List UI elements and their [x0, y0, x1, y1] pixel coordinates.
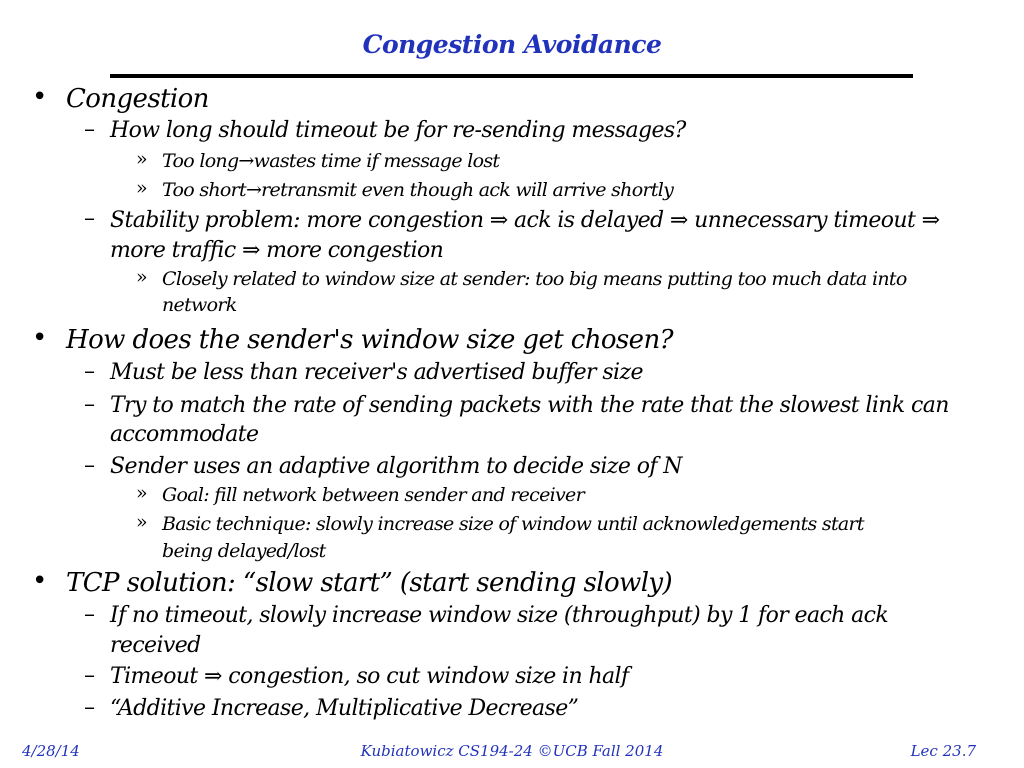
sub-bullet-no-timeout-line2: received — [110, 633, 201, 658]
sub-bullet-no-timeout-line1: If no timeout, slowly increase window size (throughput) by 1 for each ack — [110, 603, 889, 628]
dash-marker: – — [84, 359, 95, 384]
sub-bullet-adaptive: Sender uses an adaptive algorithm to decide size of N — [110, 454, 682, 479]
sub-bullet-aimd: “Additive Increase, Multiplicative Decrease” — [110, 696, 579, 721]
bullet-marker: • — [32, 323, 48, 353]
sub-bullet-stability-line1: Stability problem: more congestion ⇒ ack is delayed ⇒ unnecessary timeout ⇒ — [110, 208, 940, 233]
sub-sub-goal: Goal: fill network between sender and receiver — [162, 484, 584, 506]
bullet-marker: • — [32, 566, 48, 596]
bullet-window-size: How does the sender's window size get chosen? — [66, 325, 673, 355]
slide-title: Congestion Avoidance — [362, 30, 662, 59]
guillemet-marker: » — [136, 511, 148, 533]
footer-date: 4/28/14 — [22, 742, 80, 760]
sub-bullet-match-rate-line2: accommodate — [110, 422, 259, 447]
dash-marker: – — [84, 117, 95, 142]
sub-bullet-receiver-buffer: Must be less than receiver's advertised buffer size — [110, 360, 643, 385]
footer-lecture: Lec 23.7 — [910, 742, 976, 760]
dash-marker: – — [84, 695, 95, 720]
dash-marker: – — [84, 602, 95, 627]
guillemet-marker: » — [136, 266, 148, 288]
sub-sub-window-line1: Closely related to window size at sender: too big means putting too much data into — [162, 268, 907, 290]
sub-sub-too-short: Too short→retransmit even though ack will arrive shortly — [162, 179, 674, 201]
bullet-tcp-solution: TCP solution: “slow start” (start sending slowly) — [66, 568, 673, 598]
guillemet-marker: » — [136, 482, 148, 504]
sub-sub-technique-line1: Basic technique: slowly increase size of window until acknowledgements start — [162, 513, 864, 535]
guillemet-marker: » — [136, 148, 148, 170]
sub-sub-window-line2: network — [162, 294, 237, 316]
bullet-congestion: Congestion — [66, 84, 209, 114]
dash-marker: – — [84, 453, 95, 478]
sub-sub-too-long: Too long→wastes time if message lost — [162, 150, 500, 172]
dash-marker: – — [84, 663, 95, 688]
bullet-marker: • — [32, 82, 48, 112]
footer-course: Kubiatowicz CS194-24 ©UCB Fall 2014 — [360, 742, 664, 760]
dash-marker: – — [84, 392, 95, 417]
sub-bullet-stability-line2: more traffic ⇒ more congestion — [110, 238, 444, 263]
sub-bullet-timeout-half: Timeout ⇒ congestion, so cut window size in half — [110, 664, 629, 689]
sub-bullet-timeout: How long should timeout be for re-sending messages? — [110, 118, 686, 143]
dash-marker: – — [84, 206, 95, 231]
sub-sub-technique-line2: being delayed/lost — [162, 540, 326, 562]
sub-bullet-match-rate-line1: Try to match the rate of sending packets with the rate that the slowest link can — [110, 393, 949, 418]
guillemet-marker: » — [136, 177, 148, 199]
